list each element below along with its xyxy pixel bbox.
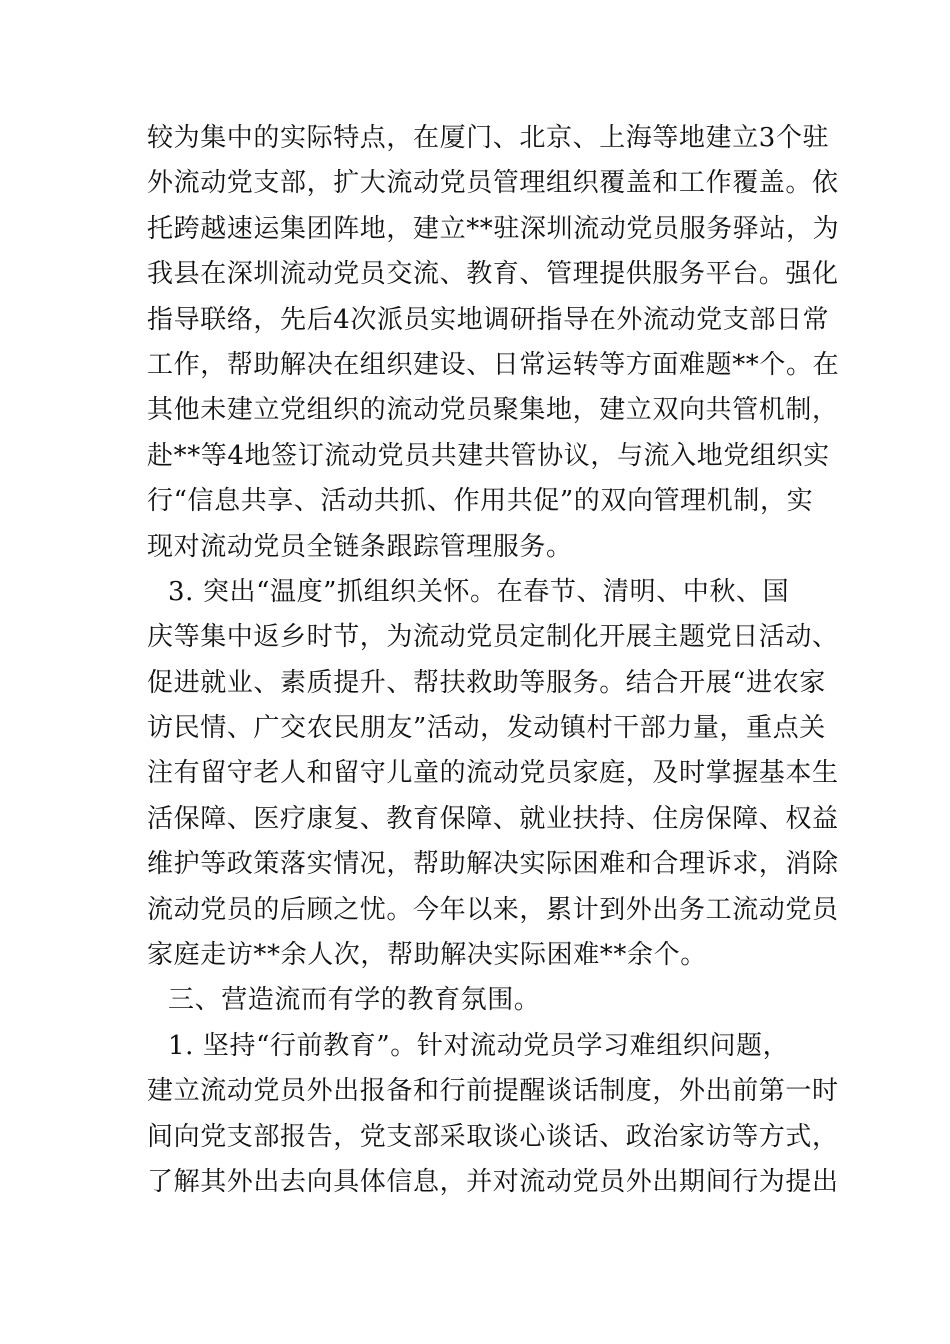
text-line: 流动党员的后顾之忧。今年以来，累计到外出务工流动党员	[147, 894, 839, 925]
document-body	[147, 116, 840, 1205]
text-line: 1. 坚持“行前教育”。针对流动党员学习难组织问题，	[168, 1030, 790, 1061]
text-line: 促进就业、素质提升、帮扶救助等服务。结合开展“进农家	[147, 667, 826, 698]
text-line: 工作，帮助解决在组织建设、日常运转等方面难题**个。在	[147, 349, 840, 380]
text-line: 间向党支部报告，党支部采取谈心谈话、政治家访等方式，	[147, 1121, 839, 1152]
text-line: 指导联络，先后4次派员实地调研指导在外流动党支部日常	[147, 304, 830, 335]
text-line: 访民情、广交农民朋友”活动，发动镇村干部力量，重点关	[147, 713, 826, 744]
text-line: 建立流动党员外出报备和行前提醒谈话制度，外出前第一时	[147, 1076, 839, 1107]
text-line: 庆等集中返乡时节，为流动党员定制化开展主题党日活动、	[147, 622, 839, 653]
text-line: 3. 突出“温度”抓组织关怀。在春节、清明、中秋、国	[168, 576, 790, 607]
text-line: 家庭走访**余人次，帮助解决实际困难**余个。	[147, 940, 707, 971]
text-line: 行“信息共享、活动共抓、作用共促”的双向管理机制，实	[147, 486, 814, 517]
paragraph-3	[147, 1024, 839, 1206]
text-line: 其他未建立党组织的流动党员聚集地，建立双向共管机制，	[147, 395, 839, 426]
text-line: 赴**等4地签订流动党员共建共管协议，与流入地党组织实	[147, 440, 830, 471]
text-line: 托跨越速运集团阵地，建立**驻深圳流动党员服务驿站，为	[147, 213, 840, 244]
text-line: 活保障、医疗康复、教育保障、就业扶持、住房保障、权益	[147, 803, 839, 834]
text-line: 外流动党支部，扩大流动党员管理组织覆盖和工作覆盖。依	[147, 168, 839, 199]
text-line: 我县在深圳流动党员交流、教育、管理提供服务平台。强化	[147, 259, 839, 290]
paragraph-2	[147, 570, 839, 979]
text-line: 注有留守老人和留守儿童的流动党员家庭，及时掌握基本生	[147, 758, 839, 789]
text-line: 了解其外出去向具体信息，并对流动党员外出期间行为提出	[147, 1166, 839, 1197]
section-heading: 三、营造流而有学的教育氛围。	[168, 985, 541, 1016]
paragraph-1	[147, 116, 840, 570]
text-line: 维护等政策落实情况，帮助解决实际困难和合理诉求，消除	[147, 849, 839, 880]
text-line: 现对流动党员全链条跟踪管理服务。	[147, 531, 573, 562]
text-line: 较为集中的实际特点，在厦门、北京、上海等地建立3个驻	[147, 123, 830, 153]
